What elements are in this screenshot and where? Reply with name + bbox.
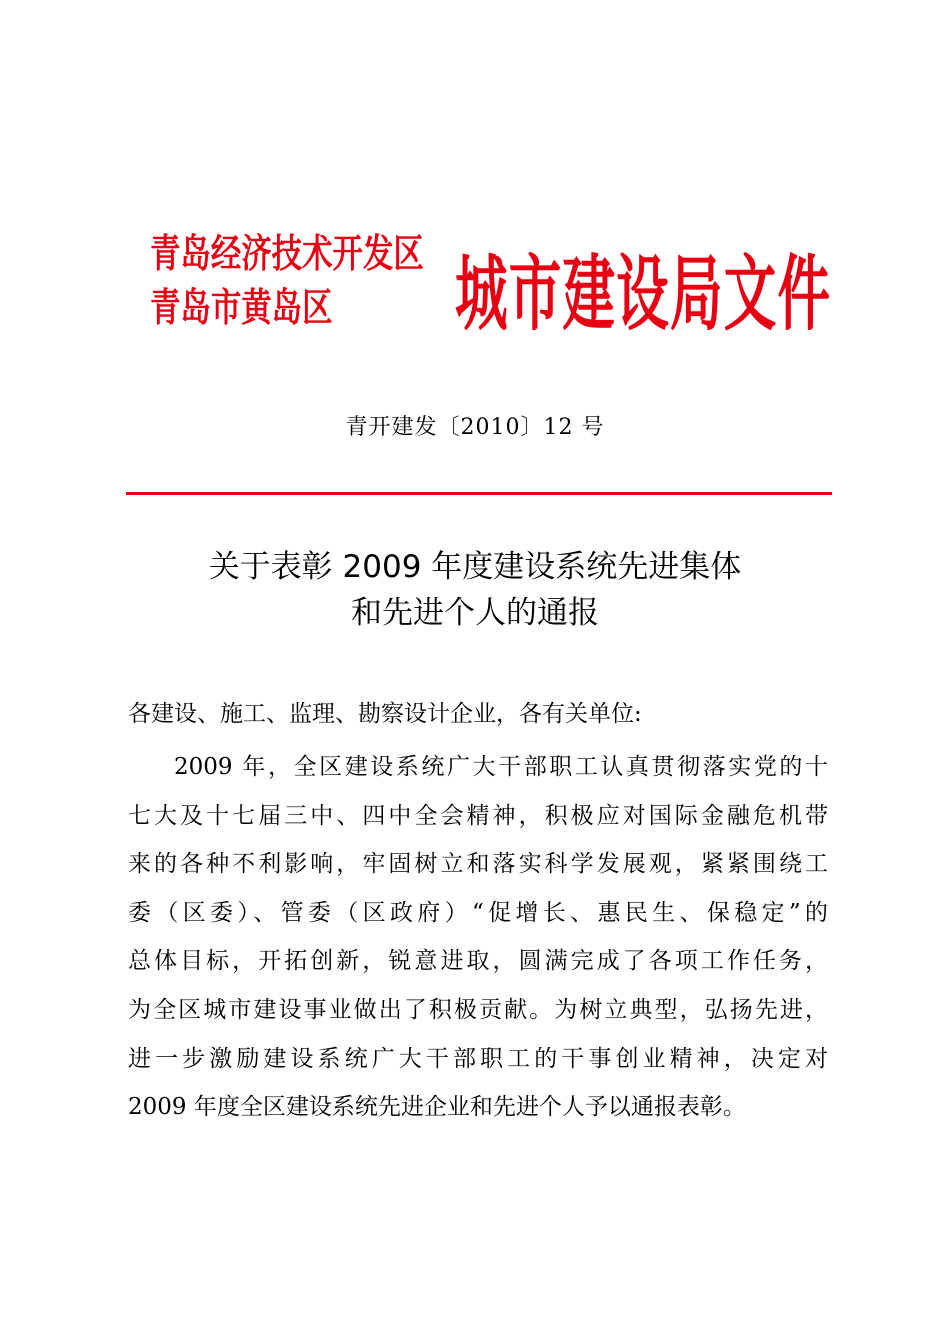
paragraph-line: 总体目标，开拓创新，锐意进取，圆满完成了各项工作任务，	[128, 948, 828, 975]
document-type-title: 城市建设局文件	[455, 247, 832, 342]
issuer-line-2: 青岛市黄岛区	[150, 286, 333, 331]
paragraph-line: 为全区城市建设事业做出了积极贡献。为树立典型，弘扬先进，	[128, 996, 828, 1023]
title-line-2: 和先进个人的通报	[351, 595, 599, 631]
body-paragraph	[128, 743, 838, 1132]
salutation: 各建设、施工、监理、勘察设计企业，各有关单位:	[128, 701, 642, 727]
paragraph-line: 委（区委）、管委（区政府）“促增长、惠民生、保稳定”的	[128, 899, 828, 926]
paragraph-line: 进一步激励建设系统广大干部职工的干事创业精神，决定对	[128, 1045, 828, 1072]
paragraph-line: 来的各种不利影响，牢固树立和落实科学发展观，紧紧围绕工	[128, 851, 828, 878]
paragraph-line: 2009 年，全区建设系统广大干部职工认真贯彻落实党的十	[174, 754, 828, 780]
paragraph-line: 七大及十七届三中、四中全会精神，积极应对国际金融危机带	[128, 802, 828, 829]
title-line-1: 关于表彰 2009 年度建设系统先进集体	[208, 549, 742, 585]
red-divider-line	[126, 492, 832, 495]
issuer-names	[150, 228, 424, 336]
issuer-line-1: 青岛经济技术开发区	[150, 232, 424, 277]
paragraph-line: 2009 年度全区建设系统先进企业和先进个人予以通报表彰。	[128, 1094, 746, 1121]
document-number: 青开建发〔2010〕12 号	[345, 415, 605, 440]
red-masthead	[150, 228, 850, 368]
notice-title	[0, 544, 950, 636]
